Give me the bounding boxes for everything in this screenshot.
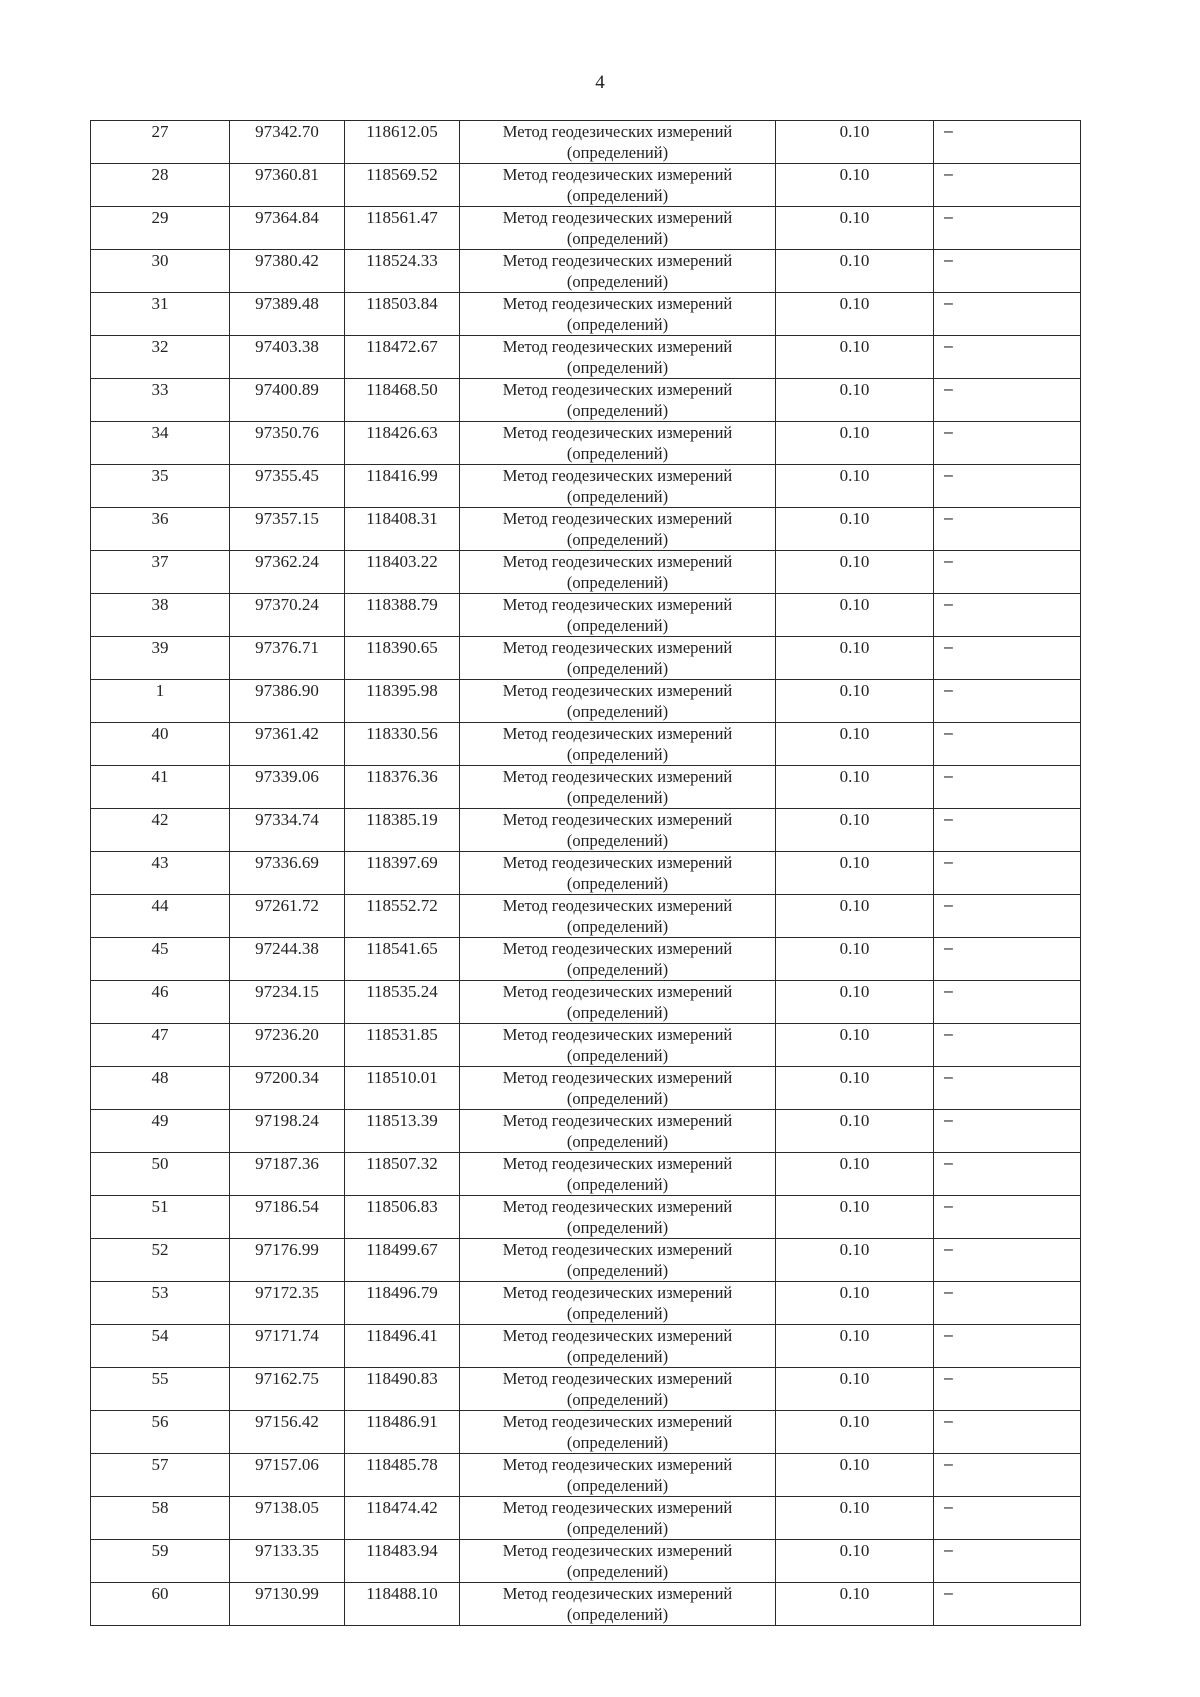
table-row [91,1153,1081,1196]
x-coordinate-cell: 97261.72 [230,895,345,938]
table-row [91,723,1081,766]
x-coordinate-cell: 97176.99 [230,1239,345,1282]
method-cell: Метод геодезических измерений (определений) [460,422,776,465]
y-coordinate-cell: 118472.67 [345,336,460,379]
y-coordinate-cell: 118552.72 [345,895,460,938]
x-coordinate-cell: 97389.48 [230,293,345,336]
table-row [91,594,1081,637]
method-cell: Метод геодезических измерений (определений) [460,852,776,895]
method-cell: Метод геодезических измерений (определений) [460,1239,776,1282]
y-coordinate-cell: 118485.78 [345,1454,460,1497]
method-cell: Метод геодезических измерений (определений) [460,594,776,637]
table-row [91,809,1081,852]
table-row [91,1110,1081,1153]
method-cell: Метод геодезических измерений (определений) [460,637,776,680]
point-number-cell: 32 [91,336,230,379]
table-row [91,1325,1081,1368]
x-coordinate-cell: 97403.38 [230,336,345,379]
table-row [91,1196,1081,1239]
method-cell: Метод геодезических измерений (определений) [460,1282,776,1325]
point-number-cell: 33 [91,379,230,422]
y-coordinate-cell: 118397.69 [345,852,460,895]
table-row [91,895,1081,938]
accuracy-cell: 0.10 [776,250,934,293]
method-cell: Метод геодезических измерений (определений) [460,164,776,207]
note-cell: – [934,1282,1081,1325]
y-coordinate-cell: 118506.83 [345,1196,460,1239]
point-number-cell: 50 [91,1153,230,1196]
point-number-cell: 44 [91,895,230,938]
x-coordinate-cell: 97187.36 [230,1153,345,1196]
x-coordinate-cell: 97336.69 [230,852,345,895]
accuracy-cell: 0.10 [776,121,934,164]
method-cell: Метод геодезических измерений (определений) [460,508,776,551]
x-coordinate-cell: 97342.70 [230,121,345,164]
method-cell: Метод геодезических измерений (определений) [460,1454,776,1497]
accuracy-cell: 0.10 [776,379,934,422]
table-row [91,766,1081,809]
point-number-cell: 51 [91,1196,230,1239]
y-coordinate-cell: 118474.42 [345,1497,460,1540]
accuracy-cell: 0.10 [776,164,934,207]
note-cell: – [934,1368,1081,1411]
x-coordinate-cell: 97386.90 [230,680,345,723]
method-cell: Метод геодезических измерений (определений) [460,1497,776,1540]
y-coordinate-cell: 118403.22 [345,551,460,594]
accuracy-cell: 0.10 [776,508,934,551]
y-coordinate-cell: 118490.83 [345,1368,460,1411]
x-coordinate-cell: 97370.24 [230,594,345,637]
y-coordinate-cell: 118395.98 [345,680,460,723]
accuracy-cell: 0.10 [776,1411,934,1454]
method-cell: Метод геодезических измерений (определений) [460,1411,776,1454]
note-cell: – [934,938,1081,981]
y-coordinate-cell: 118524.33 [345,250,460,293]
method-cell: Метод геодезических измерений (определений) [460,809,776,852]
note-cell: – [934,594,1081,637]
y-coordinate-cell: 118612.05 [345,121,460,164]
note-cell: – [934,637,1081,680]
method-cell: Метод геодезических измерений (определений) [460,1196,776,1239]
x-coordinate-cell: 97339.06 [230,766,345,809]
note-cell: – [934,164,1081,207]
coordinates-table [90,120,1081,1626]
accuracy-cell: 0.10 [776,1583,934,1626]
method-cell: Метод геодезических измерений (определений) [460,121,776,164]
accuracy-cell: 0.10 [776,465,934,508]
note-cell: – [934,895,1081,938]
table-row [91,207,1081,250]
point-number-cell: 53 [91,1282,230,1325]
point-number-cell: 41 [91,766,230,809]
y-coordinate-cell: 118468.50 [345,379,460,422]
point-number-cell: 37 [91,551,230,594]
accuracy-cell: 0.10 [776,336,934,379]
accuracy-cell: 0.10 [776,938,934,981]
note-cell: – [934,766,1081,809]
table-row [91,1282,1081,1325]
method-cell: Метод геодезических измерений (определений) [460,680,776,723]
method-cell: Метод геодезических измерений (определений) [460,1368,776,1411]
note-cell: – [934,336,1081,379]
table-row [91,508,1081,551]
y-coordinate-cell: 118535.24 [345,981,460,1024]
note-cell: – [934,293,1081,336]
accuracy-cell: 0.10 [776,1282,934,1325]
table-row [91,637,1081,680]
x-coordinate-cell: 97376.71 [230,637,345,680]
table-row [91,336,1081,379]
accuracy-cell: 0.10 [776,207,934,250]
note-cell: – [934,1540,1081,1583]
x-coordinate-cell: 97171.74 [230,1325,345,1368]
x-coordinate-cell: 97334.74 [230,809,345,852]
y-coordinate-cell: 118507.32 [345,1153,460,1196]
point-number-cell: 58 [91,1497,230,1540]
y-coordinate-cell: 118483.94 [345,1540,460,1583]
note-cell: – [934,1239,1081,1282]
point-number-cell: 30 [91,250,230,293]
x-coordinate-cell: 97357.15 [230,508,345,551]
point-number-cell: 40 [91,723,230,766]
point-number-cell: 1 [91,680,230,723]
accuracy-cell: 0.10 [776,1325,934,1368]
method-cell: Метод геодезических измерений (определений) [460,1583,776,1626]
accuracy-cell: 0.10 [776,594,934,637]
point-number-cell: 42 [91,809,230,852]
table-row [91,164,1081,207]
x-coordinate-cell: 97360.81 [230,164,345,207]
y-coordinate-cell: 118561.47 [345,207,460,250]
x-coordinate-cell: 97186.54 [230,1196,345,1239]
accuracy-cell: 0.10 [776,637,934,680]
method-cell: Метод геодезических измерений (определений) [460,293,776,336]
accuracy-cell: 0.10 [776,1497,934,1540]
note-cell: – [934,1196,1081,1239]
note-cell: – [934,1110,1081,1153]
note-cell: – [934,1067,1081,1110]
method-cell: Метод геодезических измерений (определений) [460,1024,776,1067]
table-row [91,1239,1081,1282]
note-cell: – [934,981,1081,1024]
point-number-cell: 47 [91,1024,230,1067]
note-cell: – [934,1497,1081,1540]
accuracy-cell: 0.10 [776,422,934,465]
accuracy-cell: 0.10 [776,680,934,723]
point-number-cell: 38 [91,594,230,637]
x-coordinate-cell: 97133.35 [230,1540,345,1583]
table-row [91,1454,1081,1497]
x-coordinate-cell: 97400.89 [230,379,345,422]
note-cell: – [934,723,1081,766]
table-row [91,121,1081,164]
point-number-cell: 48 [91,1067,230,1110]
point-number-cell: 39 [91,637,230,680]
x-coordinate-cell: 97244.38 [230,938,345,981]
y-coordinate-cell: 118385.19 [345,809,460,852]
point-number-cell: 31 [91,293,230,336]
point-number-cell: 60 [91,1583,230,1626]
x-coordinate-cell: 97138.05 [230,1497,345,1540]
accuracy-cell: 0.10 [776,981,934,1024]
note-cell: – [934,680,1081,723]
accuracy-cell: 0.10 [776,1067,934,1110]
method-cell: Метод геодезических измерений (определений) [460,1153,776,1196]
y-coordinate-cell: 118408.31 [345,508,460,551]
method-cell: Метод геодезических измерений (определений) [460,465,776,508]
x-coordinate-cell: 97162.75 [230,1368,345,1411]
method-cell: Метод геодезических измерений (определений) [460,379,776,422]
note-cell: – [934,1325,1081,1368]
table-row [91,1067,1081,1110]
method-cell: Метод геодезических измерений (определений) [460,1325,776,1368]
y-coordinate-cell: 118496.41 [345,1325,460,1368]
point-number-cell: 29 [91,207,230,250]
accuracy-cell: 0.10 [776,1153,934,1196]
table-row [91,422,1081,465]
x-coordinate-cell: 97234.15 [230,981,345,1024]
method-cell: Метод геодезических измерений (определений) [460,250,776,293]
x-coordinate-cell: 97355.45 [230,465,345,508]
table-row [91,1368,1081,1411]
table-row [91,465,1081,508]
x-coordinate-cell: 97362.24 [230,551,345,594]
note-cell: – [934,121,1081,164]
point-number-cell: 35 [91,465,230,508]
table-row [91,680,1081,723]
note-cell: – [934,465,1081,508]
y-coordinate-cell: 118488.10 [345,1583,460,1626]
method-cell: Метод геодезических измерений (определений) [460,766,776,809]
table-row [91,1540,1081,1583]
method-cell: Метод геодезических измерений (определений) [460,1067,776,1110]
note-cell: – [934,1153,1081,1196]
table-row [91,938,1081,981]
point-number-cell: 54 [91,1325,230,1368]
note-cell: – [934,207,1081,250]
table-row [91,852,1081,895]
x-coordinate-cell: 97156.42 [230,1411,345,1454]
point-number-cell: 46 [91,981,230,1024]
point-number-cell: 49 [91,1110,230,1153]
accuracy-cell: 0.10 [776,895,934,938]
point-number-cell: 55 [91,1368,230,1411]
accuracy-cell: 0.10 [776,1110,934,1153]
x-coordinate-cell: 97361.42 [230,723,345,766]
point-number-cell: 59 [91,1540,230,1583]
x-coordinate-cell: 97172.35 [230,1282,345,1325]
accuracy-cell: 0.10 [776,1196,934,1239]
x-coordinate-cell: 97200.34 [230,1067,345,1110]
y-coordinate-cell: 118388.79 [345,594,460,637]
accuracy-cell: 0.10 [776,1024,934,1067]
x-coordinate-cell: 97236.20 [230,1024,345,1067]
method-cell: Метод геодезических измерений (определений) [460,723,776,766]
note-cell: – [934,1024,1081,1067]
table-row [91,1497,1081,1540]
y-coordinate-cell: 118531.85 [345,1024,460,1067]
y-coordinate-cell: 118499.67 [345,1239,460,1282]
table-row [91,1583,1081,1626]
note-cell: – [934,551,1081,594]
table-row [91,981,1081,1024]
y-coordinate-cell: 118541.65 [345,938,460,981]
y-coordinate-cell: 118330.56 [345,723,460,766]
accuracy-cell: 0.10 [776,1454,934,1497]
accuracy-cell: 0.10 [776,1540,934,1583]
method-cell: Метод геодезических измерений (определений) [460,981,776,1024]
y-coordinate-cell: 118376.36 [345,766,460,809]
y-coordinate-cell: 118426.63 [345,422,460,465]
y-coordinate-cell: 118569.52 [345,164,460,207]
point-number-cell: 28 [91,164,230,207]
y-coordinate-cell: 118510.01 [345,1067,460,1110]
table-row [91,1411,1081,1454]
note-cell: – [934,852,1081,895]
accuracy-cell: 0.10 [776,766,934,809]
point-number-cell: 34 [91,422,230,465]
point-number-cell: 36 [91,508,230,551]
x-coordinate-cell: 97198.24 [230,1110,345,1153]
x-coordinate-cell: 97380.42 [230,250,345,293]
point-number-cell: 43 [91,852,230,895]
point-number-cell: 57 [91,1454,230,1497]
accuracy-cell: 0.10 [776,293,934,336]
point-number-cell: 45 [91,938,230,981]
y-coordinate-cell: 118503.84 [345,293,460,336]
table-row [91,293,1081,336]
x-coordinate-cell: 97130.99 [230,1583,345,1626]
x-coordinate-cell: 97364.84 [230,207,345,250]
coordinates-table-body [91,121,1081,1626]
note-cell: – [934,1454,1081,1497]
note-cell: – [934,1583,1081,1626]
y-coordinate-cell: 118513.39 [345,1110,460,1153]
point-number-cell: 27 [91,121,230,164]
note-cell: – [934,508,1081,551]
y-coordinate-cell: 118390.65 [345,637,460,680]
method-cell: Метод геодезических измерений (определений) [460,207,776,250]
note-cell: – [934,379,1081,422]
method-cell: Метод геодезических измерений (определений) [460,551,776,594]
note-cell: – [934,250,1081,293]
table-row [91,551,1081,594]
table-row [91,379,1081,422]
accuracy-cell: 0.10 [776,1368,934,1411]
point-number-cell: 56 [91,1411,230,1454]
note-cell: – [934,1411,1081,1454]
method-cell: Метод геодезических измерений (определений) [460,895,776,938]
accuracy-cell: 0.10 [776,809,934,852]
point-number-cell: 52 [91,1239,230,1282]
accuracy-cell: 0.10 [776,723,934,766]
accuracy-cell: 0.10 [776,1239,934,1282]
page-number: 4 [595,72,605,93]
table-row [91,250,1081,293]
y-coordinate-cell: 118416.99 [345,465,460,508]
method-cell: Метод геодезических измерений (определений) [460,336,776,379]
method-cell: Метод геодезических измерений (определений) [460,1540,776,1583]
y-coordinate-cell: 118496.79 [345,1282,460,1325]
note-cell: – [934,422,1081,465]
note-cell: – [934,809,1081,852]
x-coordinate-cell: 97157.06 [230,1454,345,1497]
x-coordinate-cell: 97350.76 [230,422,345,465]
y-coordinate-cell: 118486.91 [345,1411,460,1454]
method-cell: Метод геодезических измерений (определений) [460,938,776,981]
accuracy-cell: 0.10 [776,852,934,895]
table-row [91,1024,1081,1067]
accuracy-cell: 0.10 [776,551,934,594]
method-cell: Метод геодезических измерений (определений) [460,1110,776,1153]
